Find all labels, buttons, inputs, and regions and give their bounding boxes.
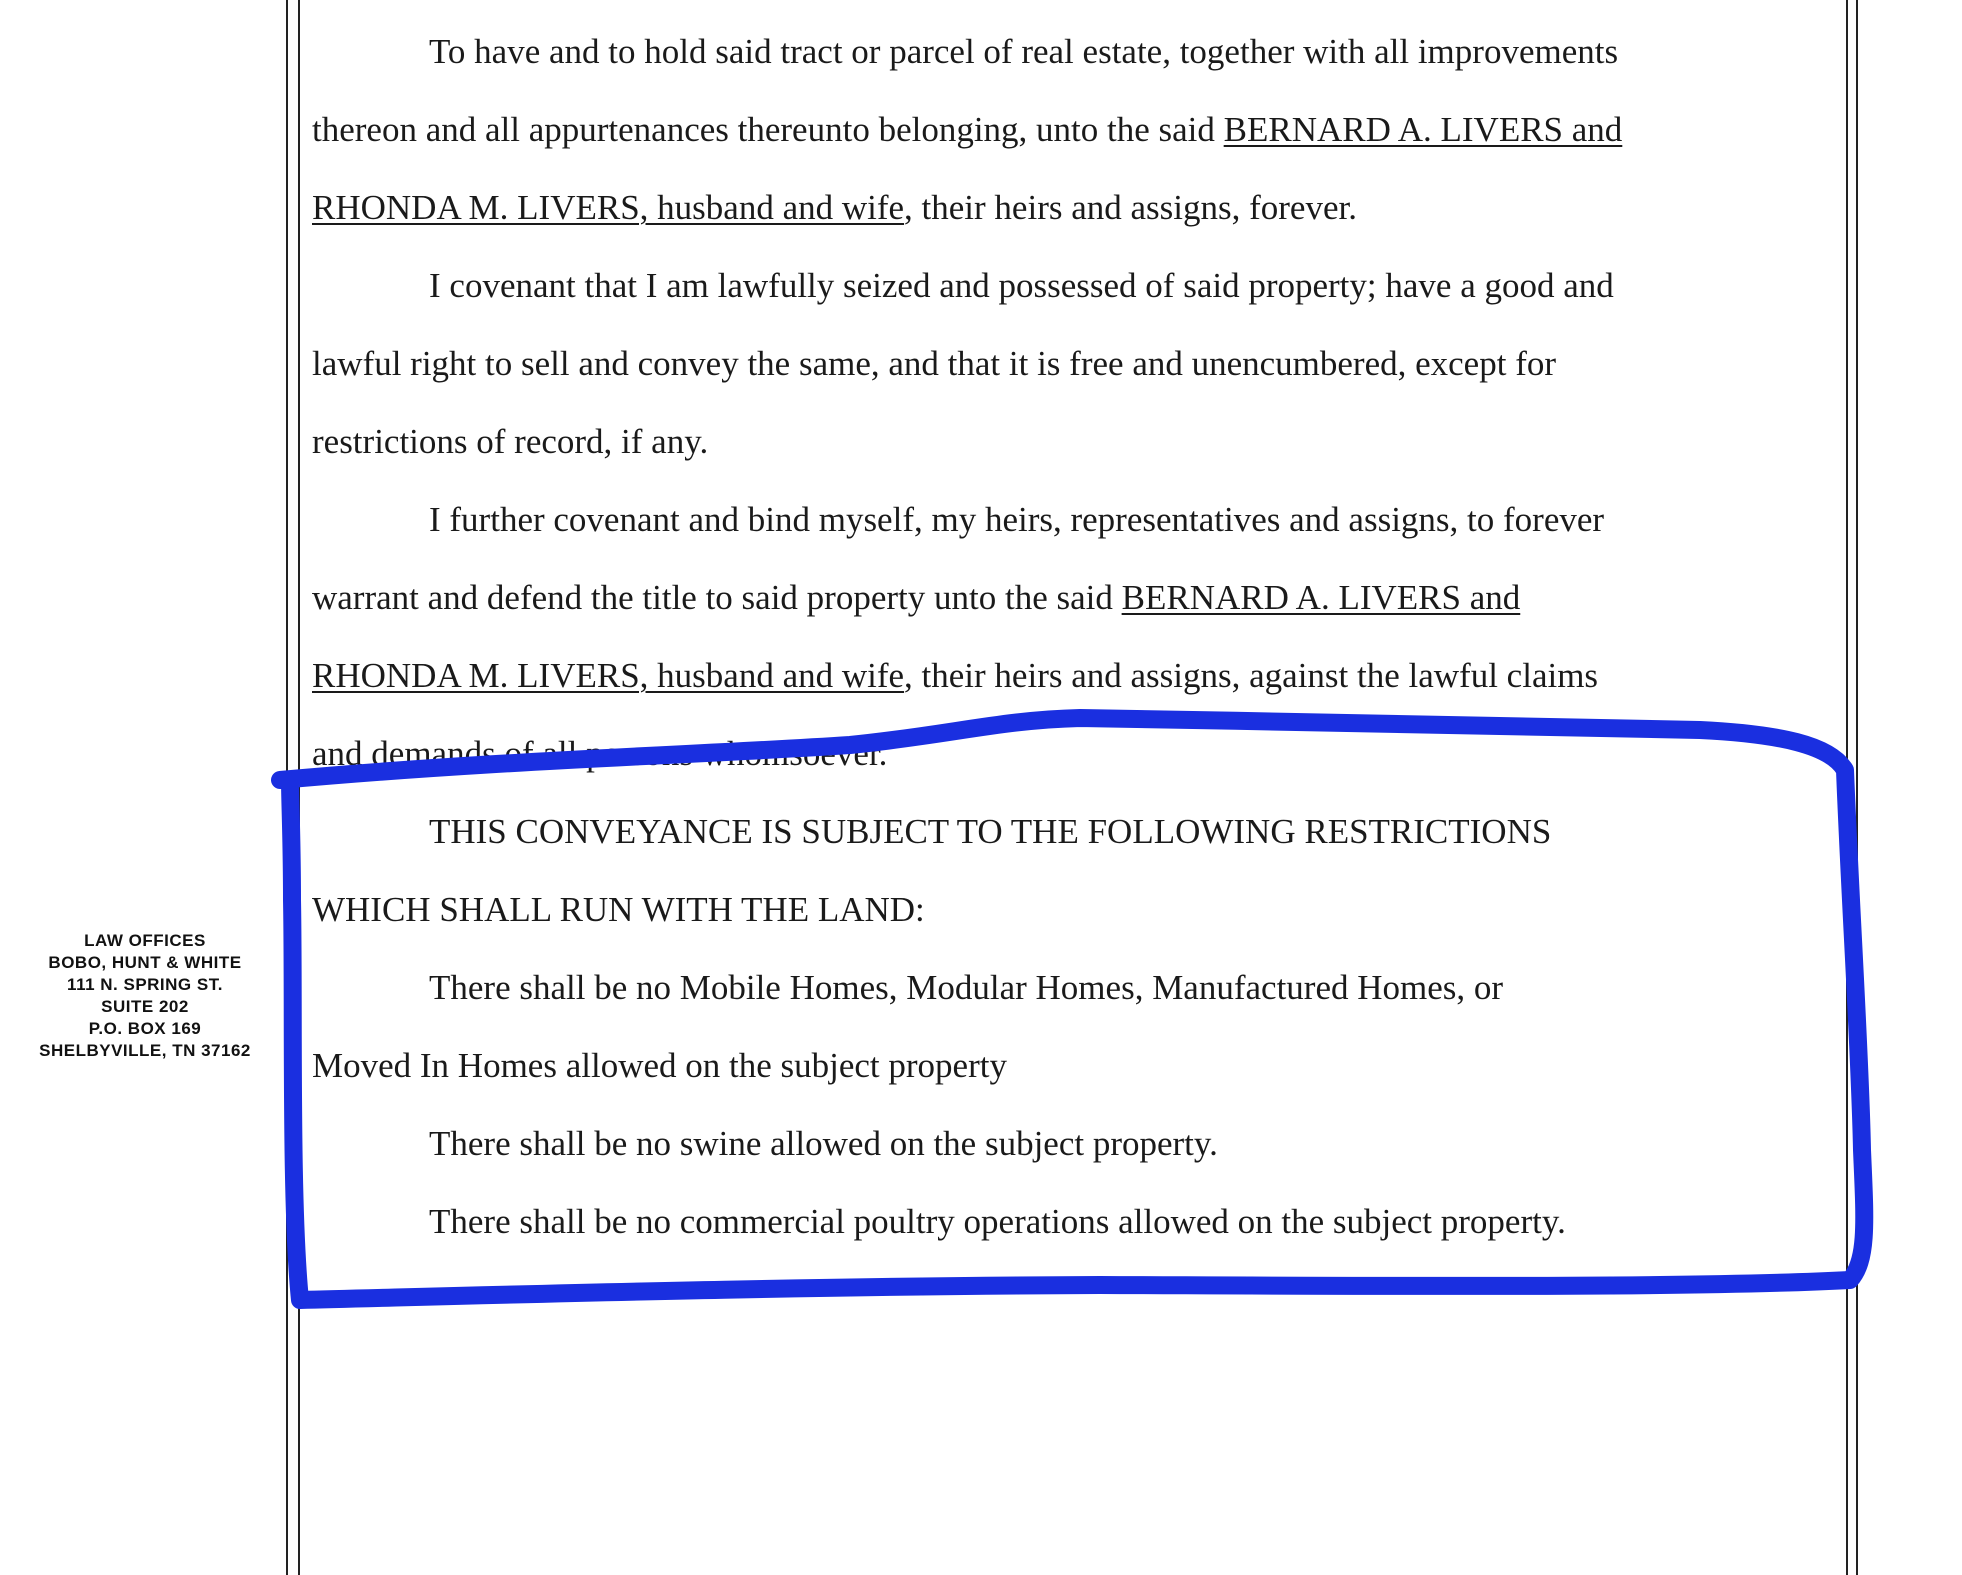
- warranty-line-1: I further covenant and bind myself, my heirs, representatives and assigns, to forever: [429, 500, 1605, 539]
- restrictions-heading-line-1: THIS CONVEYANCE IS SUBJECT TO THE FOLLOWING RESTRICTIONS: [429, 812, 1552, 851]
- restriction-swine: There shall be no swine allowed on the subject property.: [429, 1124, 1218, 1163]
- stamp-line: BOBO, HUNT & WHITE: [48, 953, 242, 972]
- habendum-text: thereon and all appurtenances thereunto belonging, unto the said: [312, 110, 1224, 149]
- warranty-line-3: [312, 646, 1598, 706]
- restriction-poultry: There shall be no commercial poultry operations allowed on the subject property.: [429, 1202, 1566, 1241]
- stamp-line: 111 N. SPRING ST.: [67, 975, 223, 994]
- grantee-names: BERNARD A. LIVERS and: [1223, 110, 1623, 149]
- habendum-line-1: To have and to hold said tract or parcel of real estate, together with all improvements: [429, 32, 1619, 71]
- habendum-line-3: [312, 178, 1357, 238]
- habendum-text: , their heirs and assigns, forever.: [904, 188, 1357, 227]
- right-margin-rule-outer: [1856, 0, 1858, 1575]
- habendum-line-2: [312, 100, 1622, 160]
- law-office-stamp: [20, 930, 270, 1062]
- stamp-line: SUITE 202: [101, 997, 189, 1016]
- warranty-line-4: and demands of all persons whomsoever.: [312, 734, 888, 773]
- restriction-homes-line-2: Moved In Homes allowed on the subject property: [312, 1046, 1007, 1085]
- seizin-line-3: restrictions of record, if any.: [312, 422, 709, 461]
- warranty-line-2: [312, 568, 1520, 628]
- seizin-line-2: lawful right to sell and convey the same, and that it is free and unencumbered, except for: [312, 344, 1557, 383]
- warranty-text: , their heirs and assigns, against the lawful claims: [904, 656, 1599, 695]
- warranty-text: warrant and defend the title to said property unto the said: [312, 578, 1122, 617]
- grantee-names: RHONDA M. LIVERS, husband and wife: [312, 188, 905, 227]
- restriction-homes-line-1: There shall be no Mobile Homes, Modular Homes, Manufactured Homes, or: [429, 968, 1504, 1007]
- grantee-names: RHONDA M. LIVERS, husband and wife: [312, 656, 905, 695]
- grantee-names: BERNARD A. LIVERS and: [1121, 578, 1521, 617]
- left-margin-rule-outer: [286, 0, 288, 1575]
- stamp-line: LAW OFFICES: [84, 931, 206, 950]
- stamp-line: SHELBYVILLE, TN 37162: [39, 1041, 251, 1060]
- restrictions-heading-line-2: WHICH SHALL RUN WITH THE LAND:: [312, 890, 925, 929]
- left-margin-rule-inner: [298, 0, 300, 1575]
- seizin-line-1: I covenant that I am lawfully seized and possessed of said property; have a good and: [429, 266, 1614, 305]
- right-margin-rule-inner: [1846, 0, 1848, 1575]
- stamp-line: P.O. BOX 169: [88, 1019, 202, 1038]
